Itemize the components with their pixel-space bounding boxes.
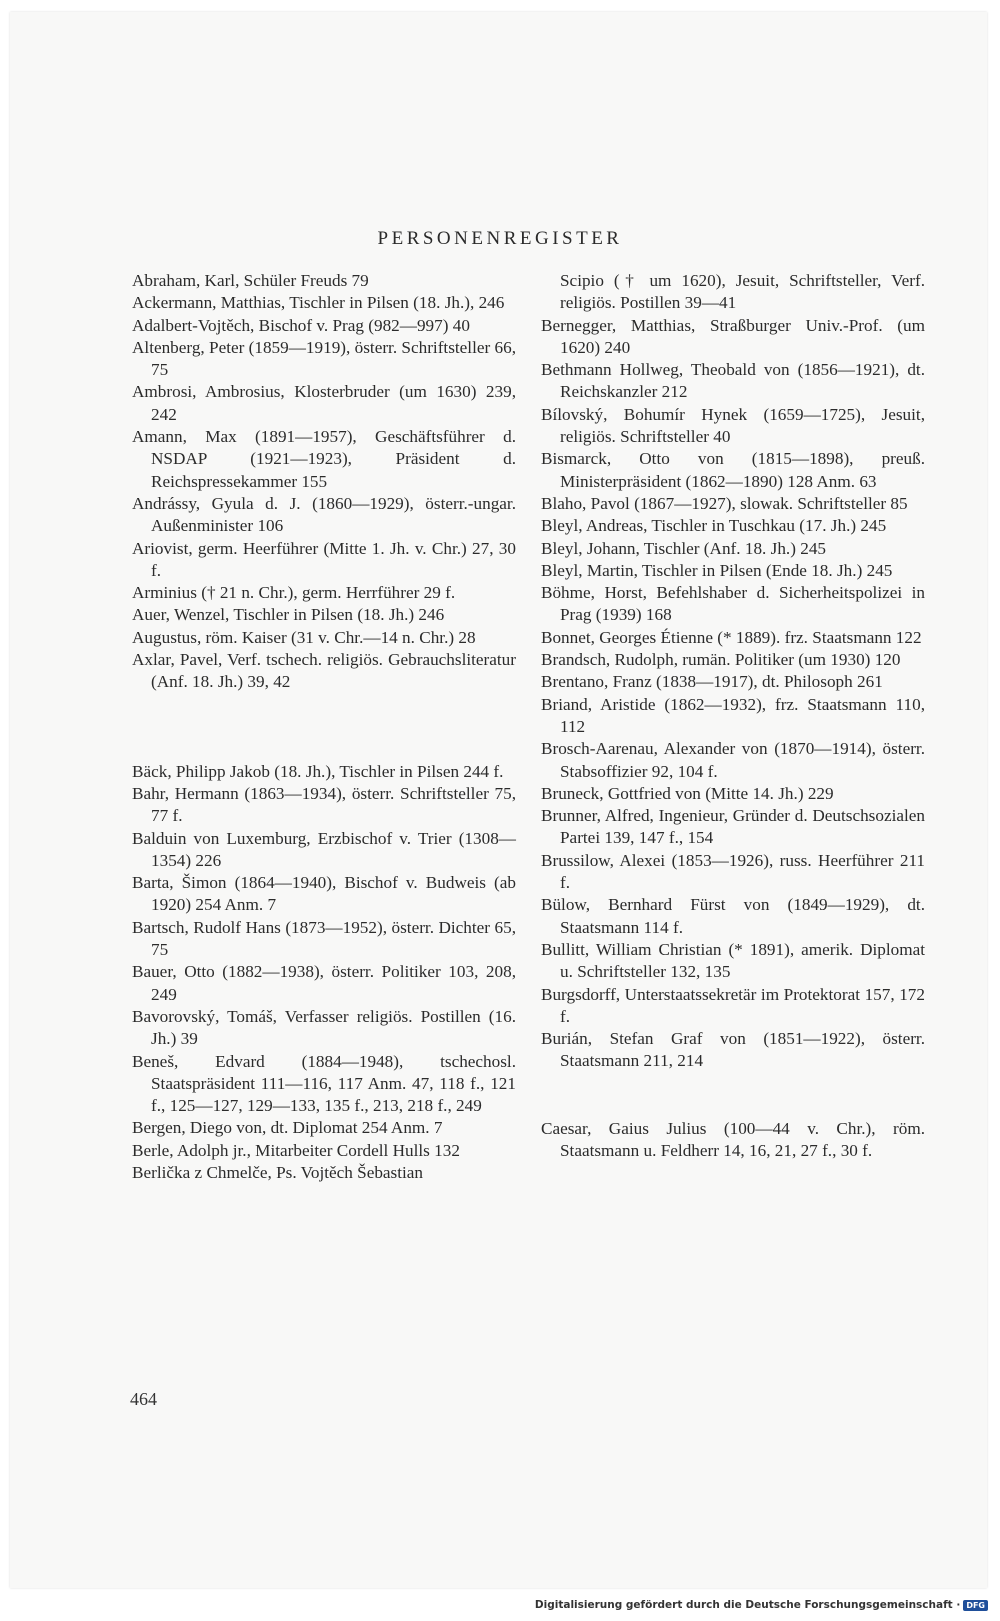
dfg-logo: DFG xyxy=(963,1600,988,1611)
index-entry: Axlar, Pavel, Verf. tschech. religiös. Gebrauchsliteratur (Anf. 18. Jh.) 39, 42 xyxy=(132,650,516,692)
index-group-b-continued xyxy=(541,270,925,1073)
index-entry: Bismarck, Otto von (1815—1898), preuß. Ministerpräsident (1862—1890) 128 Anm. 63 xyxy=(541,449,925,491)
index-entry: Arminius († 21 n. Chr.), germ. Herrführer 29 f. xyxy=(132,583,456,603)
index-entry: Bleyl, Martin, Tischler in Pilsen (Ende 18. Jh.) 245 xyxy=(541,560,893,580)
index-entry: Amann, Max (1891—1957), Geschäftsführer d. NSDAP (1921—1923), Präsident d. Reichspressekammer 155 xyxy=(132,427,516,491)
page-number: 464 xyxy=(130,1389,157,1409)
index-entry: Berlička z Chmelče, Ps. Vojtěch Šebastian xyxy=(132,1162,424,1182)
index-entry: Caesar, Gaius Julius (100—44 v. Chr.), röm. Staatsmann u. Feldherr 14, 16, 21, 27 f., 30 f. xyxy=(541,1118,925,1160)
digitization-footer xyxy=(535,1599,988,1611)
index-group-c xyxy=(541,1118,925,1163)
index-entry: Bruneck, Gottfried von (Mitte 14. Jh.) 229 xyxy=(541,783,834,803)
index-entry: Berle, Adolph jr., Mitarbeiter Cordell Hulls 132 xyxy=(132,1140,460,1160)
index-entry: Bílovský, Bohumír Hynek (1659—1725), Jesuit, religiös. Schriftsteller 40 xyxy=(541,404,925,447)
index-entry: Bülow, Bernhard Fürst von (1849—1929), dt. Staatsmann 114 f. xyxy=(541,895,925,937)
index-entry: Bergen, Diego von, dt. Diplomat 254 Anm. 7 xyxy=(132,1118,443,1138)
index-entry: Böhme, Horst, Befehlshaber d. Sicherheitspolizei in Prag (1939) 168 xyxy=(541,583,925,625)
index-entry: Bleyl, Andreas, Tischler in Tuschkau (17. Jh.) 245 xyxy=(541,516,887,536)
index-entry: Bavorovský, Tomáš, Verfasser religiös. Postillen (16. Jh.) 39 xyxy=(132,1006,516,1049)
index-entry: Adalbert-Vojtěch, Bischof v. Prag (982—997) 40 xyxy=(132,315,470,335)
index-entry: Bahr, Hermann (1863—1934), österr. Schriftsteller 75, 77 f. xyxy=(132,783,516,826)
index-entry: Brandsch, Rudolph, rumän. Politiker (um 1930) 120 xyxy=(541,650,901,670)
index-column-right xyxy=(541,270,925,1162)
index-entry: Abraham, Karl, Schüler Freuds 79 xyxy=(132,271,369,290)
index-entry: Blaho, Pavol (1867—1927), slowak. Schriftsteller 85 xyxy=(541,493,908,513)
index-entry: Ackermann, Matthias, Tischler in Pilsen (18. Jh.), 246 xyxy=(132,293,505,313)
index-column-left xyxy=(132,270,516,1184)
index-entry: Andrássy, Gyula d. J. (1860—1929), österr.-ungar. Außenminister 106 xyxy=(132,493,516,536)
index-entry: Bleyl, Johann, Tischler (Anf. 18. Jh.) 245 xyxy=(541,538,827,558)
index-entry: Brentano, Franz (1838—1917), dt. Philosoph 261 xyxy=(541,672,883,692)
index-entry: Ambrosi, Ambrosius, Klosterbruder (um 1630) 239, 242 xyxy=(132,382,516,424)
letter-gap xyxy=(132,694,516,761)
index-entry: Bartsch, Rudolf Hans (1873—1952), österr. Dichter 65, 75 xyxy=(132,917,516,960)
index-entry: Bullitt, William Christian (* 1891), amerik. Diplomat u. Schriftsteller 132, 135 xyxy=(541,939,925,982)
index-entry: Brosch-Aarenau, Alexander von (1870—1914), österr. Stabsoffizier 92, 104 f. xyxy=(541,739,925,781)
index-entry: Briand, Aristide (1862—1932), frz. Staatsmann 110, 112 xyxy=(541,694,925,736)
page-header: PERSONENREGISTER xyxy=(377,228,623,249)
index-entry: Auer, Wenzel, Tischler in Pilsen (18. Jh.) 246 xyxy=(132,605,445,625)
index-entry: Ariovist, germ. Heerführer (Mitte 1. Jh. v. Chr.) 27, 30 f. xyxy=(132,538,516,580)
index-group-b xyxy=(132,761,516,1185)
index-entry: Bauer, Otto (1882—1938), österr. Politiker 103, 208, 249 xyxy=(132,962,516,1004)
index-entry: Bonnet, Georges Étienne (* 1889). frz. Staatsmann 122 xyxy=(541,627,922,647)
footer-text: Digitalisierung gefördert durch die Deutsche Forschungsgemeinschaft · xyxy=(534,1599,961,1611)
letter-gap xyxy=(541,1073,925,1118)
index-entry: Augustus, röm. Kaiser (31 v. Chr.—14 n. Chr.) 28 xyxy=(132,627,476,647)
index-entry: Barta, Šimon (1864—1940), Bischof v. Budweis (ab 1920) 254 Anm. 7 xyxy=(132,873,516,915)
index-entry: Burgsdorff, Unterstaatssekretär im Protektorat 157, 172 f. xyxy=(541,984,925,1026)
index-entry: Bethmann Hollweg, Theobald von (1856—1921), dt. Reichskanzler 212 xyxy=(541,360,925,402)
index-entry: Bäck, Philipp Jakob (18. Jh.), Tischler in Pilsen 244 f. xyxy=(132,761,504,781)
index-entry: Bernegger, Matthias, Straßburger Univ.-Prof. (um 1620) 240 xyxy=(541,315,925,357)
index-group-a xyxy=(132,270,516,694)
index-entry: Beneš, Edvard (1884—1948), tschechosl. Staatspräsident 111—116, 117 Anm. 47, 118 f., 121 f., 125—127, 129—133, 135 f., 213, 218 f., 249 xyxy=(132,1051,516,1116)
index-entry-continuation: Scipio († um 1620), Jesuit, Schriftsteller, Verf. religiös. Postillen 39—41 xyxy=(560,271,925,313)
index-entry: Brussilow, Alexei (1853—1926), russ. Heerführer 211 f. xyxy=(541,850,925,893)
index-entry: Balduin von Luxemburg, Erzbischof v. Trier (1308—1354) 226 xyxy=(132,828,516,870)
index-entry: Burián, Stefan Graf von (1851—1922), österr. Staatsmann 211, 214 xyxy=(541,1029,925,1071)
index-entry: Brunner, Alfred, Ingenieur, Gründer d. Deutschsozialen Partei 139, 147 f., 154 xyxy=(541,806,925,848)
index-entry: Altenberg, Peter (1859—1919), österr. Schriftsteller 66, 75 xyxy=(132,337,516,380)
